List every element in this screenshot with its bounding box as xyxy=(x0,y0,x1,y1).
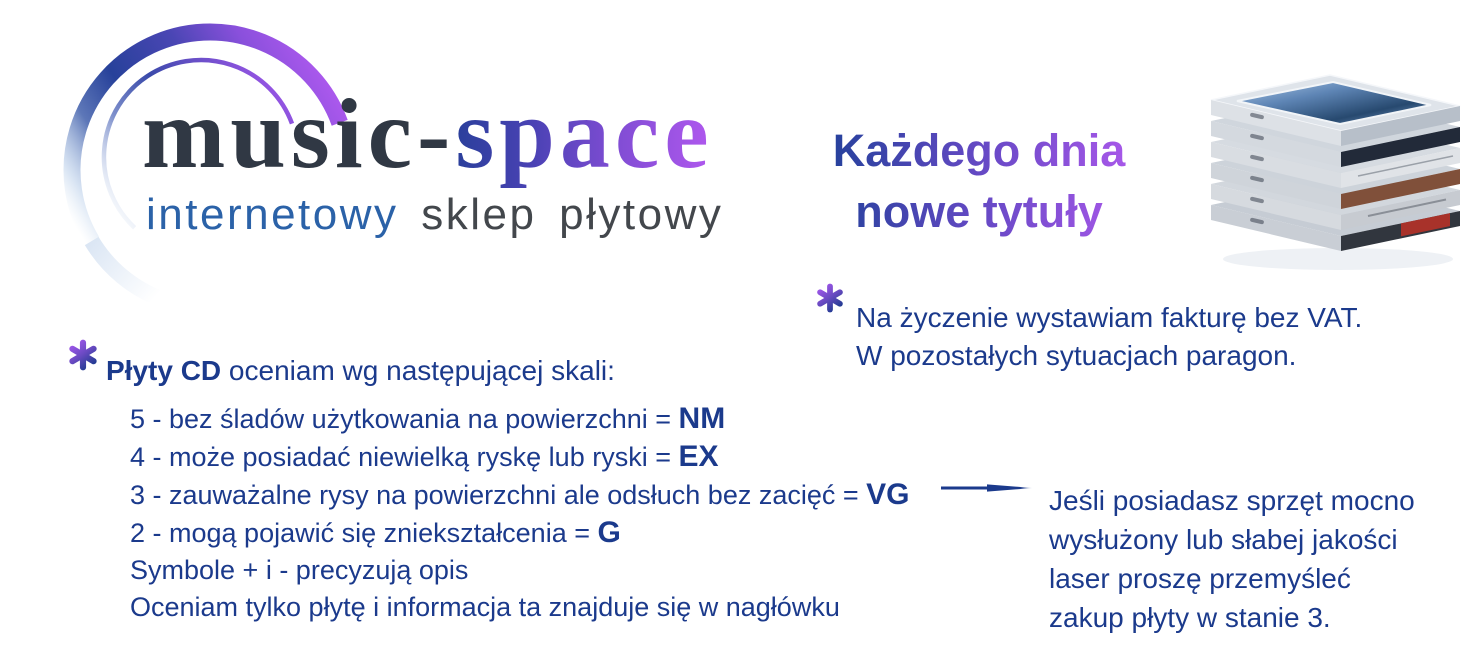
brand-wordmark xyxy=(142,78,714,189)
grade-code: NM xyxy=(678,402,726,435)
vat-note-line: W pozostałych sytuacjach paragon. xyxy=(856,340,1297,371)
vat-note-line: Na życzenie wystawiam fakturę bez VAT. xyxy=(856,302,1363,333)
grade-code: G xyxy=(597,516,621,549)
vat-note xyxy=(856,299,1362,375)
brand-word-space: space xyxy=(455,78,714,189)
promo-line-2: nowe tytuły xyxy=(826,181,1132,242)
brand-word-music: music- xyxy=(142,78,456,189)
grading-extra-line: Oceniam tylko płytę i informacja ta znajduje się w nagłówku xyxy=(130,592,840,622)
grading-heading-rest: oceniam wg następującej skali: xyxy=(221,355,615,386)
logo-tagline xyxy=(146,191,723,239)
arrow-right-icon xyxy=(941,480,1033,496)
grading-heading xyxy=(106,356,615,386)
grading-item: 3 - zauważalne rysy na powierzchni ale odsłuch bez zacięć = VG xyxy=(130,478,910,511)
laser-note-line: wysłużony lub słabej jakości xyxy=(1049,524,1398,555)
cd-stack-photo xyxy=(1188,58,1473,273)
grading-heading-bold: Płyty CD xyxy=(106,355,222,386)
grading-item: 4 - może posiadać niewielką ryskę lub ryski = EX xyxy=(130,440,719,473)
logo[interactable] xyxy=(0,0,790,290)
laser-note-line: Jeśli posiadasz sprzęt mocno xyxy=(1049,485,1415,516)
asterisk-icon xyxy=(68,339,98,371)
laser-note xyxy=(1049,481,1415,637)
laser-note-line: laser proszę przemyśleć xyxy=(1049,563,1351,594)
laser-note-line: zakup płyty w stanie 3. xyxy=(1049,602,1331,633)
grading-item: 5 - bez śladów użytkowania na powierzchni = NM xyxy=(130,402,726,435)
asterisk-icon xyxy=(816,283,844,313)
grading-list xyxy=(130,400,910,626)
tagline-sklep-plytowy: sklep płytowy xyxy=(398,190,724,239)
grade-code: EX xyxy=(678,440,719,473)
grading-item: 2 - mogą pojawić się zniekształcenia = G xyxy=(130,516,621,549)
tagline-internetowy: internetowy xyxy=(146,190,399,239)
promo-headline xyxy=(826,120,1132,242)
grading-extra-line: Symbole + i - precyzują opis xyxy=(130,555,469,585)
grade-code: VG xyxy=(866,478,910,511)
promo-line-1: Każdego dnia xyxy=(826,120,1132,181)
